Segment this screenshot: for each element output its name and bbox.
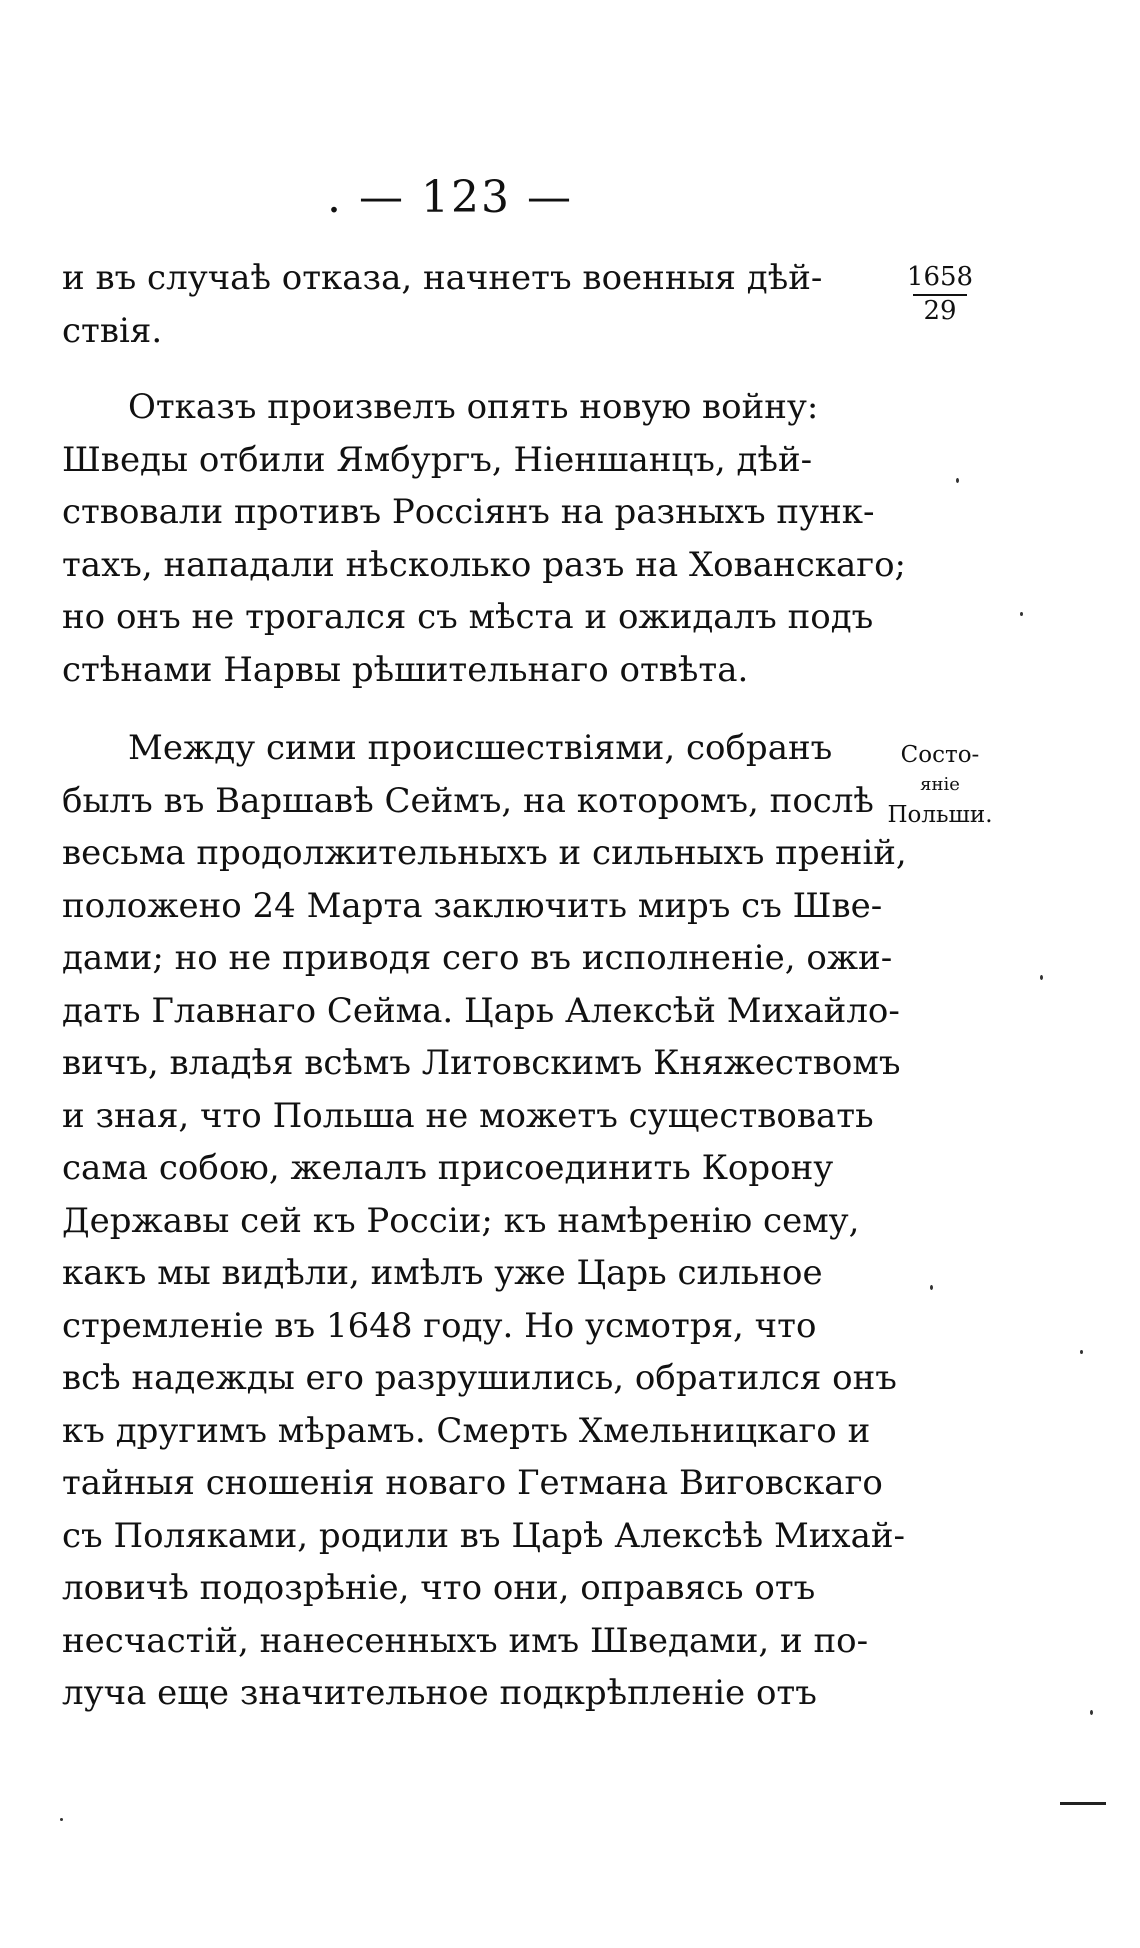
margin-year-top: 1658: [906, 262, 974, 292]
text-line: какъ мы видѣли, имѣлъ уже Царь сильное: [62, 1253, 823, 1293]
text-line: дать Главнаго Сейма. Царь Алексѣй Михайло-: [62, 990, 900, 1031]
text-line: вичъ, владѣя всѣмъ Литовскимъ Княжествомъ: [62, 1043, 901, 1083]
scan-speck: [1020, 612, 1023, 616]
text-line: весьма продолжительныхъ и сильныхъ преній,: [62, 833, 907, 873]
text-line: стремленіе въ 1648 году. Но усмотря, что: [62, 1305, 817, 1346]
scan-speck: [1080, 1350, 1083, 1354]
text-line: всѣ надежды его разрушились, обратился онъ: [62, 1358, 897, 1398]
text-line: луча еще значительное подкрѣпленіе отъ: [62, 1673, 817, 1713]
text-line: тайныя сношенія новаго Гетмана Виговскаго: [62, 1463, 883, 1503]
text-line: и зная, что Польша не можетъ существовать: [62, 1095, 874, 1136]
main-text-column: [62, 252, 907, 1720]
text-line: ловичѣ подозрѣніе, что они, оправясь отъ: [62, 1568, 816, 1608]
text-line: ствовали противъ Россіянъ на разныхъ пунк-: [62, 492, 875, 532]
margin-note-year: [892, 262, 988, 326]
scan-dash-mark: [1060, 1802, 1106, 1805]
text-line: Отказъ произвелъ опять новую войну:: [128, 387, 819, 427]
margin-year-bottom: 29: [923, 296, 957, 326]
text-line: и въ случаѣ отказа, начнетъ военныя дѣй-: [62, 258, 823, 298]
text-line: съ Поляками, родили въ Царѣ Алексѣѣ Михай-: [62, 1515, 906, 1556]
text-line: сама собою, желалъ присоединить Корону: [62, 1148, 834, 1188]
margin-note-state-of-poland: [880, 740, 1000, 830]
text-line: Между сими происшествіями, собранъ: [128, 728, 833, 768]
scan-speck: [956, 478, 959, 483]
paragraph: [62, 381, 907, 696]
text-line: несчастій, нанесенныхъ имъ Шведами, и по-: [62, 1620, 869, 1661]
text-line: къ другимъ мѣрамъ. Смерть Хмельницкаго и: [62, 1410, 871, 1451]
paragraph: [62, 722, 907, 1720]
text-line: былъ въ Варшавѣ Сеймъ, на которомъ, послѣ: [62, 780, 874, 821]
scan-speck: [1090, 1710, 1093, 1715]
text-line: но онъ не трогался съ мѣста и ожидалъ подъ: [62, 597, 874, 637]
text-line: положено 24 Марта заключить миръ съ Шве-: [62, 885, 883, 926]
text-line: тахъ, нападали нѣсколько разъ на Хованскаго;: [62, 544, 907, 585]
paragraph: [62, 252, 868, 357]
margin-note-line: Состо-: [900, 742, 980, 768]
scan-speck: [930, 1285, 933, 1290]
margin-note-line: Польши.: [887, 802, 993, 828]
page-number: . — 123 —: [327, 172, 573, 223]
scan-speck: [60, 1818, 63, 1821]
text-line: стѣнами Нарвы рѣшительнаго отвѣта.: [62, 649, 749, 690]
text-line: Державы сей къ Россіи; къ намѣренію сему,: [62, 1200, 860, 1241]
text-line: ствія.: [62, 310, 163, 351]
margin-note-line: яніе: [920, 774, 960, 795]
scan-speck: [1040, 975, 1043, 980]
text-line: Шведы отбили Ямбургъ, Ніеншанцъ, дѣй-: [62, 439, 813, 480]
text-line: дами; но не приводя сего въ исполненіе, ожи-: [62, 938, 893, 978]
